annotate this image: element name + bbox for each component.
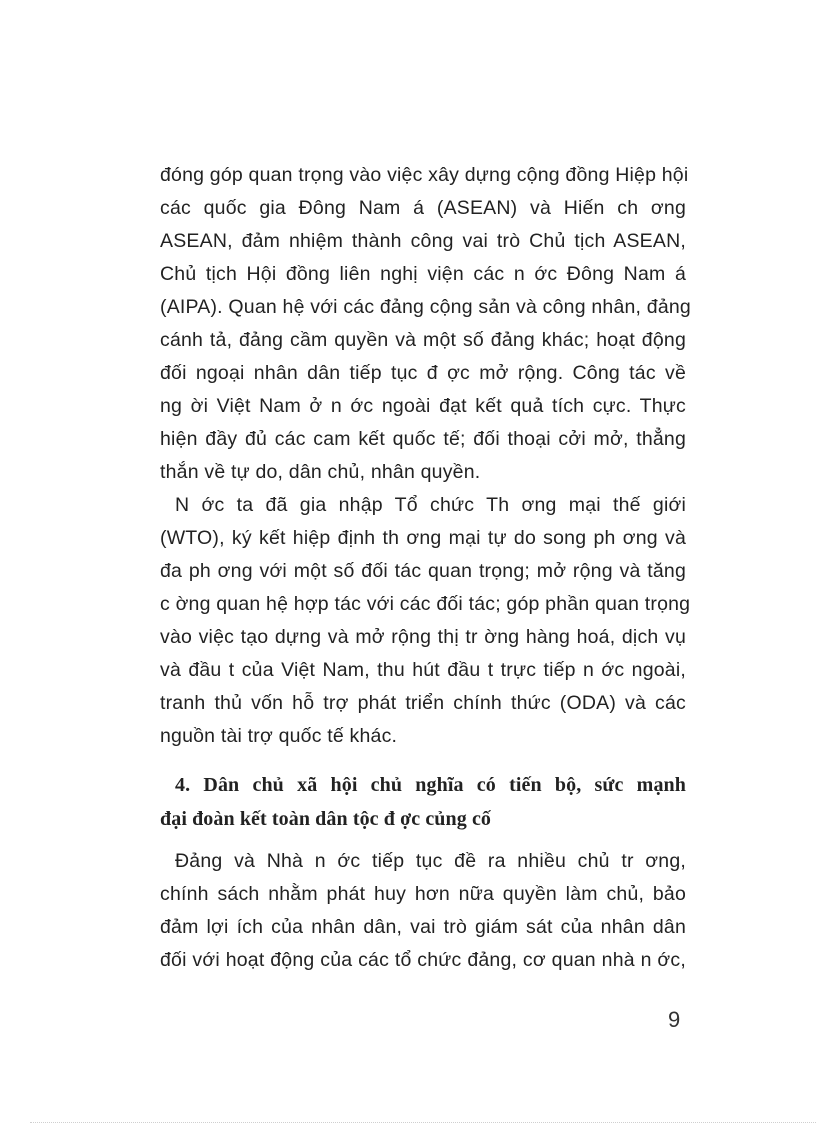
paragraph-line: đóng góp quan trọng vào việc xây dựng cộng đồng Hiệp hội	[160, 164, 689, 186]
page-number: 9	[668, 1007, 681, 1032]
paragraph-line: tranh thủ vốn hỗ trợ phát triển chính thức (ODA) và các	[160, 692, 686, 714]
paragraph-line: đối với hoạt động của các tổ chức đảng, cơ quan nhà n ớc,	[160, 949, 686, 971]
paragraph-line: các quốc gia Đông Nam á (ASEAN) và Hiến ch ơng	[160, 197, 686, 219]
paragraph-line: c ờng quan hệ hợp tác với các đối tác; góp phần quan trọng	[160, 593, 691, 615]
paragraph-line: Đảng và Nhà n ớc tiếp tục đề ra nhiều chủ tr ơng,	[175, 850, 686, 872]
paragraph-line: (WTO), ký kết hiệp định th ơng mại tự do song ph ơng và	[160, 527, 686, 549]
paragraph-line: thắn về tự do, dân chủ, nhân quyền.	[160, 461, 481, 483]
paragraph-line: ng ời Việt Nam ở n ớc ngoài đạt kết quả tích cực. Thực	[160, 395, 686, 417]
paragraph-line: đa ph ơng với một số đối tác quan trọng; mở rộng và tăng	[160, 560, 686, 582]
paragraph-line: đảm lợi ích của nhân dân, vai trò giám sát của nhân dân	[160, 916, 686, 938]
paragraph-line: Chủ tịch Hội đồng liên nghị viện các n ớc Đông Nam á	[160, 263, 686, 285]
paragraph-line: cánh tả, đảng cầm quyền và một số đảng khác; hoạt động	[160, 329, 686, 351]
paragraph-line: đối ngoại nhân dân tiếp tục đ ợc mở rộng. Công tác về	[160, 362, 686, 384]
paragraph-line: N ớc ta đã gia nhập Tổ chức Th ơng mại thế giới	[175, 494, 686, 516]
paragraph-line: ASEAN, đảm nhiệm thành công vai trò Chủ tịch ASEAN,	[160, 230, 686, 252]
paragraph-line: vào việc tạo dựng và mở rộng thị tr ờng hàng hoá, dịch vụ	[160, 626, 686, 648]
paragraph-line: và đầu t của Việt Nam, thu hút đầu t trực tiếp n ớc ngoài,	[160, 659, 686, 681]
paragraph-line: (AIPA). Quan hệ với các đảng cộng sản và công nhân, đảng	[160, 296, 691, 318]
heading-line: 4. Dân chủ xã hội chủ nghĩa có tiến bộ, sức mạnh	[175, 774, 686, 796]
paragraph-line: hiện đầy đủ các cam kết quốc tế; đối thoại cởi mở, thẳng	[160, 428, 686, 450]
paragraph-line: nguồn tài trợ quốc tế khác.	[160, 725, 398, 747]
paragraph-line: chính sách nhằm phát huy hơn nữa quyền làm chủ, bảo	[160, 883, 686, 905]
heading-line: đại đoàn kết toàn dân tộc đ ợc củng cố	[160, 808, 492, 830]
